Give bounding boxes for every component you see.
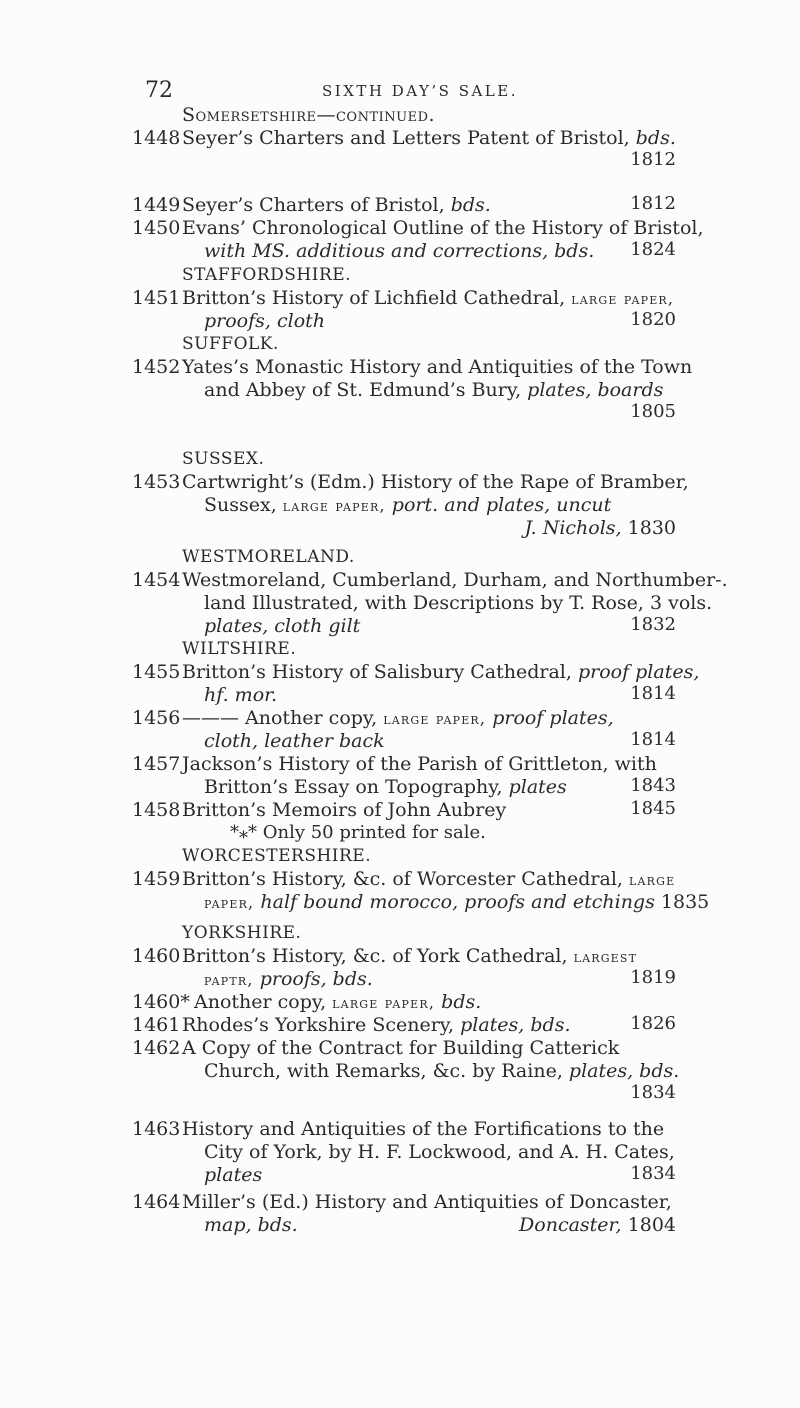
entry-binding: plates, bds. bbox=[460, 1014, 571, 1036]
entry-binding: port. and plates, uncut bbox=[385, 494, 612, 516]
entry-1460 bbox=[132, 945, 676, 991]
entry-paper-cont: paptr, bbox=[204, 970, 254, 989]
entry-binding: plates, bds. bbox=[568, 1060, 680, 1082]
entry-1462 bbox=[132, 1037, 680, 1103]
entry-binding: proof plates, bbox=[486, 707, 614, 729]
lot-number: 1450 bbox=[132, 217, 181, 239]
section-heading-sussex: SUSSEX. bbox=[182, 449, 265, 469]
entry-text: Britton’s History, &c. of York Cathedral, bbox=[182, 945, 574, 967]
lot-number: 1454 bbox=[132, 569, 181, 591]
entry-text: Yates’s Monastic History and Antiquities of the Town bbox=[182, 356, 693, 378]
entry-binding: proofs, cloth bbox=[204, 310, 326, 332]
entry-binding: bds. bbox=[450, 194, 491, 216]
entry-binding: plates, boards bbox=[527, 379, 664, 401]
entry-binding: plates, cloth gilt bbox=[204, 615, 361, 637]
entry-date: 1834 bbox=[630, 1082, 676, 1103]
entry-date: 1814 bbox=[630, 729, 676, 750]
entry-date: 1843 bbox=[630, 775, 676, 796]
entry-1461 bbox=[132, 1014, 676, 1037]
entry-date: 1832 bbox=[630, 614, 676, 635]
entry-1449 bbox=[132, 194, 676, 217]
entry-paper: large paper, bbox=[332, 993, 436, 1012]
entry-binding-cont: cloth, leather back bbox=[204, 730, 385, 752]
lot-number: 1460* bbox=[132, 991, 190, 1013]
entry-text: Rhodes’s Yorkshire Scenery, bbox=[182, 1014, 461, 1036]
entry-text: Britton’s Memoirs of John Aubrey bbox=[182, 799, 507, 821]
entry-date: 1819 bbox=[630, 967, 676, 988]
lot-number: 1458 bbox=[132, 799, 181, 821]
lot-number: 1463 bbox=[132, 1118, 181, 1140]
entry-date: 1812 bbox=[630, 149, 676, 170]
entry-date: 1826 bbox=[630, 1013, 676, 1034]
entry-date: 1804 bbox=[627, 1214, 676, 1236]
entry-date: 1845 bbox=[630, 798, 676, 819]
entry-text-cont: Britton’s Essay on Topography, bbox=[204, 776, 509, 798]
entry-1450 bbox=[132, 217, 704, 263]
sale-note: *⁎* Only 50 printed for sale. bbox=[230, 822, 486, 843]
running-head: SIXTH DAY’S SALE. bbox=[322, 82, 518, 100]
lot-number: 1448 bbox=[132, 127, 181, 149]
lot-number: 1461 bbox=[132, 1014, 181, 1036]
entry-1448 bbox=[132, 127, 676, 170]
entry-binding: plates bbox=[204, 1164, 263, 1186]
section-heading-wiltshire: WILTSHIRE. bbox=[182, 639, 297, 659]
entry-text: Evans’ Chronological Outline of the History of Bristol, bbox=[182, 217, 704, 239]
entry-paper: large paper, bbox=[383, 709, 487, 728]
entry-binding: half bound morocco, proofs and etchings bbox=[254, 891, 655, 913]
section-heading-somerset: Somersetshire—continued. bbox=[182, 104, 436, 126]
entry-binding-cont: hf. mor. bbox=[204, 684, 278, 706]
entry-text: Another copy, bbox=[194, 991, 333, 1013]
entry-text: Seyer’s Charters and Letters Patent of Bristol, bbox=[182, 127, 636, 149]
entry-1463 bbox=[132, 1118, 676, 1187]
entry-publisher: J. Nichols, bbox=[524, 517, 622, 539]
lot-number: 1459 bbox=[132, 868, 181, 890]
entry-text: Britton’s History of Salisbury Cathedral, bbox=[182, 661, 578, 683]
entry-1458 bbox=[132, 799, 676, 822]
entry-paper: large paper, bbox=[282, 496, 386, 515]
entry-date: 1830 bbox=[627, 517, 676, 539]
entry-text: A Copy of the Contract for Building Catterick bbox=[182, 1037, 620, 1059]
entry-1456 bbox=[132, 707, 676, 753]
entry-1453 bbox=[132, 471, 689, 540]
entry-text: Cartwright’s (Edm.) History of the Rape of Bramber, bbox=[182, 471, 689, 493]
section-heading-stafford: STAFFORDSHIRE. bbox=[182, 265, 352, 285]
entry-text-cont: Sussex, bbox=[204, 494, 283, 516]
entry-text: Jackson’s History of the Parish of Grittleton, with bbox=[182, 753, 657, 775]
entry-text: Britton’s History, &c. of Worcester Cathedral, bbox=[182, 868, 629, 890]
lot-number: 1455 bbox=[132, 661, 181, 683]
entry-1452 bbox=[132, 356, 693, 422]
entry-1460-star bbox=[132, 991, 676, 1014]
entry-text-cont: land Illustrated, with Descriptions by T. Rose, 3 vols. bbox=[204, 592, 713, 614]
entry-1457 bbox=[132, 753, 676, 799]
entry-1464 bbox=[132, 1191, 676, 1237]
entry-binding: proof plates, bbox=[577, 661, 700, 683]
entry-1454 bbox=[132, 569, 728, 638]
lot-number: 1462 bbox=[132, 1037, 181, 1059]
entry-1455 bbox=[132, 661, 700, 707]
section-heading-suffolk: SUFFOLK. bbox=[182, 334, 279, 354]
lot-number: 1449 bbox=[132, 194, 181, 216]
page-number: 72 bbox=[145, 78, 173, 103]
entry-1459 bbox=[132, 868, 710, 914]
entry-text: Miller’s (Ed.) History and Antiquities of Doncaster, bbox=[182, 1191, 672, 1213]
entry-date: 1805 bbox=[630, 401, 676, 422]
entry-paper: largest bbox=[573, 947, 638, 966]
entry-date: 1814 bbox=[630, 683, 676, 704]
section-heading-westmoreland: WESTMORELAND. bbox=[182, 547, 355, 567]
entry-note: with MS. additious and corrections, bds. bbox=[204, 240, 595, 262]
entry-binding: proofs, bds. bbox=[253, 968, 373, 990]
entry-binding: bds. bbox=[435, 991, 482, 1013]
lot-number: 1456 bbox=[132, 707, 181, 729]
entry-date: 1812 bbox=[630, 193, 676, 214]
lot-number: 1453 bbox=[132, 471, 181, 493]
lot-number: 1460 bbox=[132, 945, 181, 967]
lot-number: 1464 bbox=[132, 1191, 181, 1213]
entry-text-cont: City of York, by H. F. Lockwood, and A. H. Cates, bbox=[204, 1141, 675, 1163]
entry-binding: bds. bbox=[635, 127, 676, 149]
entry-date: 1824 bbox=[630, 239, 676, 260]
entry-text: Seyer’s Charters of Bristol, bbox=[182, 194, 451, 216]
entry-publisher: Doncaster, bbox=[519, 1214, 622, 1236]
entry-text: Britton’s History of Lichfield Cathedral, bbox=[182, 287, 572, 309]
entry-1451 bbox=[132, 287, 676, 333]
entry-text: Westmoreland, Cumberland, Durham, and Northumber-. bbox=[182, 569, 728, 591]
entry-text-cont: Church, with Remarks, &c. by Raine, bbox=[204, 1060, 569, 1082]
section-heading-worcestershire: WORCESTERSHIRE. bbox=[182, 846, 372, 866]
entry-binding: map, bds. bbox=[204, 1214, 298, 1236]
entry-text-cont: and Abbey of St. Edmund’s Bury, bbox=[204, 379, 528, 401]
entry-binding: plates bbox=[508, 776, 567, 798]
entry-date: 1835 bbox=[660, 891, 710, 913]
lot-number: 1457 bbox=[132, 753, 181, 775]
entry-date: 1820 bbox=[630, 309, 676, 330]
entry-paper-cont: paper, bbox=[204, 893, 255, 912]
entry-text: History and Antiquities of the Fortifications to the bbox=[182, 1118, 665, 1140]
lot-number: 1452 bbox=[132, 356, 181, 378]
entry-paper: large bbox=[629, 870, 676, 889]
lot-number: 1451 bbox=[132, 287, 181, 309]
entry-date: 1834 bbox=[630, 1163, 676, 1184]
section-heading-yorkshire: YORKSHIRE. bbox=[182, 923, 302, 943]
entry-text: ——— Another copy, bbox=[182, 707, 384, 729]
entry-paper: large paper, bbox=[571, 289, 675, 308]
